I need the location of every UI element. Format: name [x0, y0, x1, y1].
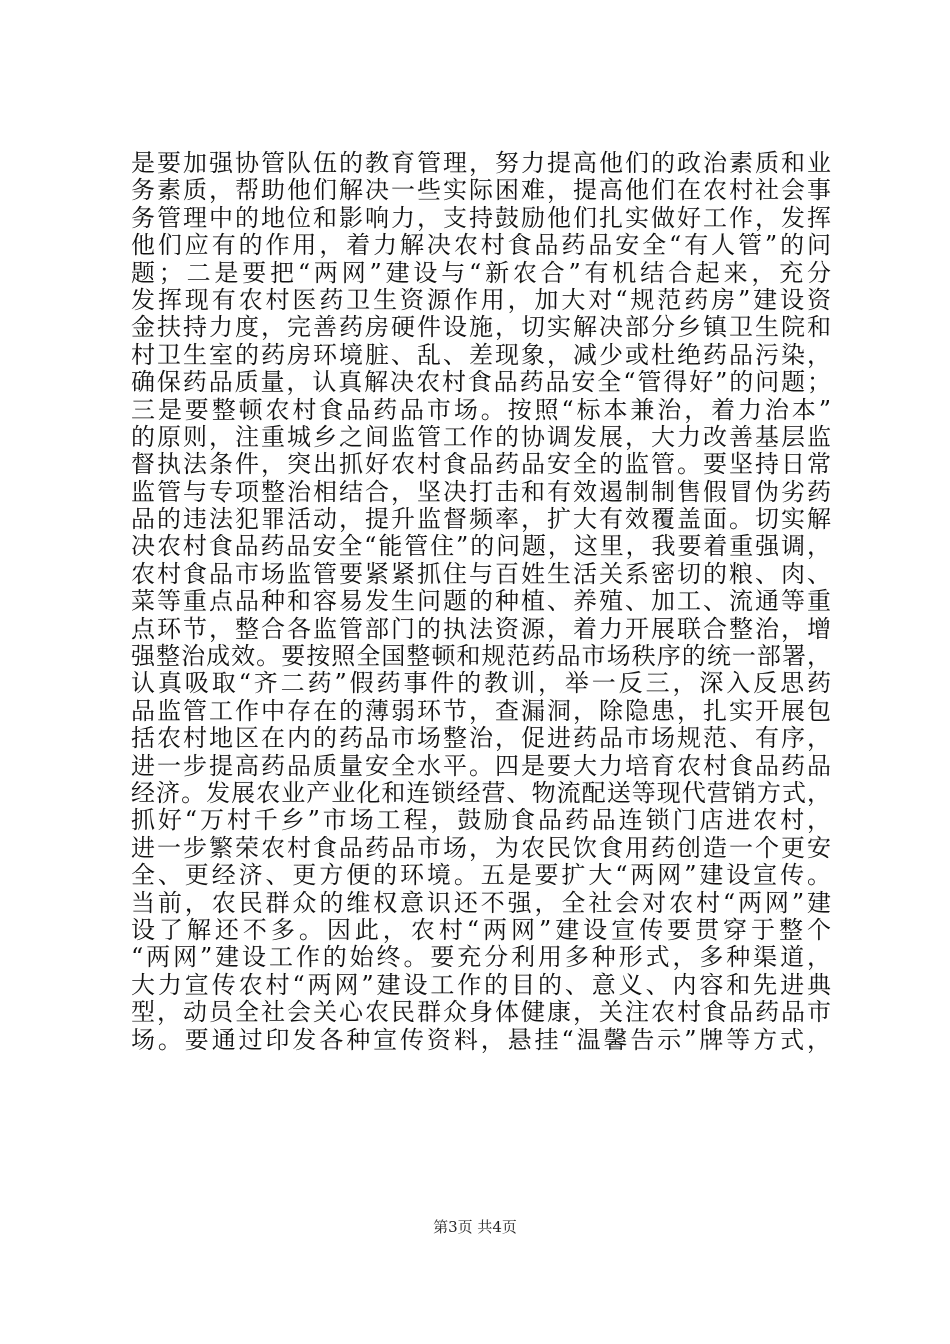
text-line: 抓好“万村千乡”市场工程，鼓励食品药品连锁门店进农村，	[131, 806, 831, 835]
text-line: 发挥现有农村医药卫生资源作用，加大对“规范药房”建设资	[131, 285, 831, 314]
text-line: 菜等重点品种和容易发生问题的种植、养殖、加工、流通等重	[131, 587, 831, 616]
body-text	[131, 150, 831, 1054]
text-line: 监管与专项整治相结合，坚决打击和有效遏制制售假冒伪劣药	[131, 477, 831, 506]
text-line: 是要加强协管队伍的教育管理，努力提高他们的政治素质和业	[131, 149, 831, 177]
text-line: 认真吸取“齐二药”假药事件的教训，举一反三，深入反思药	[131, 669, 831, 698]
text-line: 品监管工作中存在的薄弱环节，查漏洞，除隐患，扎实开展包	[131, 696, 831, 725]
text-line: 设了解还不多。因此，农村“两网”建设宣传要贯穿于整个	[131, 915, 831, 944]
text-line: 题；二是要把“两网”建设与“新农合”有机结合起来，充分	[131, 258, 831, 287]
text-line: 金扶持力度，完善药房硬件设施，切实解决部分乡镇卫生院和	[131, 313, 831, 342]
text-line: 他们应有的作用，着力解决农村食品药品安全“有人管”的问	[131, 231, 831, 260]
text-line: 村卫生室的药房环境脏、乱、差现象，减少或杜绝药品污染，	[131, 340, 831, 369]
text-line: 当前，农民群众的维权意识还不强，全社会对农村“两网”建	[131, 888, 831, 917]
text-line: “两网”建设工作的始终。要充分利用多种形式，多种渠道，	[131, 943, 831, 972]
text-line: 农村食品市场监管要紧紧抓住与百姓生活关系密切的粮、肉、	[131, 559, 831, 588]
text-line: 进一步提高药品质量安全水平。四是要大力培育农村食品药品	[131, 751, 831, 780]
text-line: 进一步繁荣农村食品药品市场，为农民饮食用药创造一个更安	[131, 833, 831, 862]
text-line: 大力宣传农村“两网”建设工作的目的、意义、内容和先进典	[131, 970, 831, 999]
text-line: 括农村地区在内的药品市场整治，促进药品市场规范、有序，	[131, 724, 831, 753]
text-line: 确保药品质量，认真解决农村食品药品安全“管得好”的问题；	[131, 368, 831, 397]
text-line: 场。要通过印发各种宣传资料，悬挂“温馨告示”牌等方式，	[131, 1025, 831, 1054]
text-line: 强整治成效。要按照全国整顿和规范药品市场秩序的统一部署，	[131, 642, 831, 671]
page-footer: 第3页 共4页	[433, 1218, 517, 1236]
text-line: 点环节，整合各监管部门的执法资源，着力开展联合整治，增	[131, 614, 831, 643]
text-line: 的原则，注重城乡之间监管工作的协调发展，大力改善基层监	[131, 422, 831, 451]
text-line: 经济。发展农业产业化和连锁经营、物流配送等现代营销方式，	[131, 778, 831, 807]
text-line: 督执法条件，突出抓好农村食品药品安全的监管。要坚持日常	[131, 450, 831, 479]
text-line: 决农村食品药品安全“能管住”的问题，这里，我要着重强调，	[131, 532, 831, 561]
text-line: 务管理中的地位和影响力，支持鼓励他们扎实做好工作，发挥	[131, 203, 831, 232]
text-line: 型，动员全社会关心农民群众身体健康，关注农村食品药品市	[131, 998, 831, 1027]
text-line: 全、更经济、更方便的环境。五是要扩大“两网”建设宣传。	[131, 861, 831, 890]
text-line: 务素质，帮助他们解决一些实际困难，提高他们在农村社会事	[131, 176, 831, 205]
text-line: 三是要整顿农村食品药品市场。按照“标本兼治，着力治本”	[131, 395, 831, 424]
text-line: 品的违法犯罪活动，提升监督频率，扩大有效覆盖面。切实解	[131, 505, 831, 534]
